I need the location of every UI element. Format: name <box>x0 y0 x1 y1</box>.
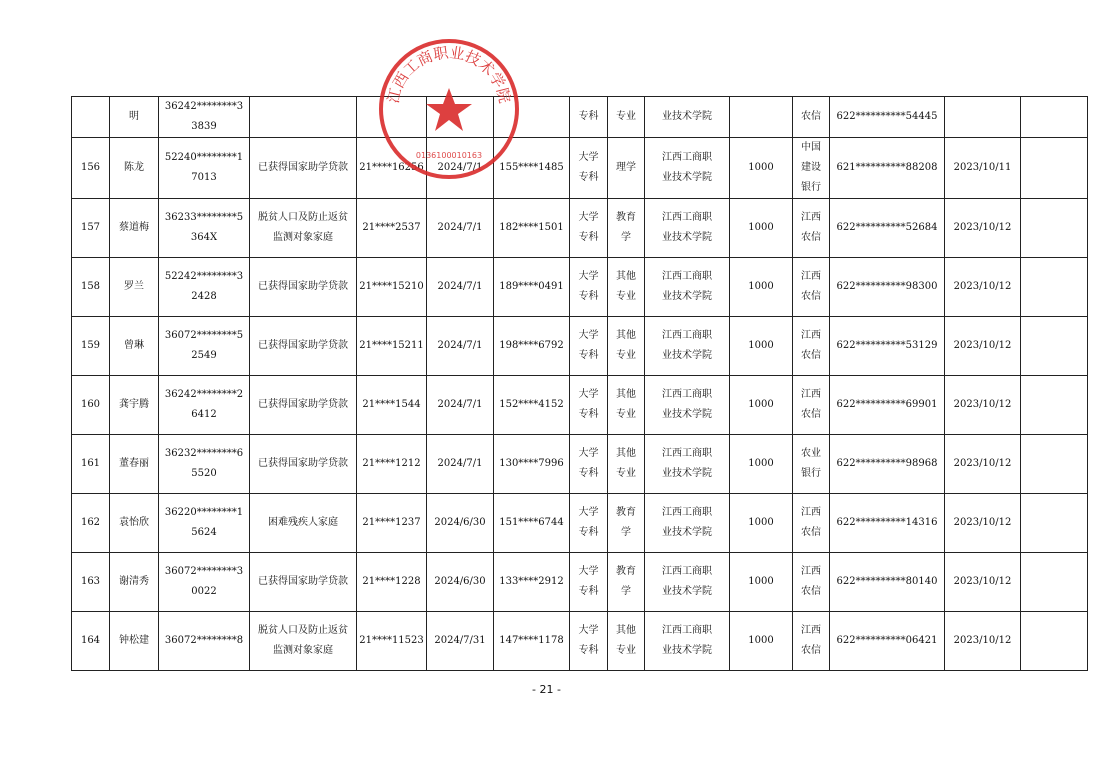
cell-level <box>570 612 608 671</box>
cell-paid-date <box>945 97 1021 138</box>
cell-level-line: 专科 <box>578 468 599 479</box>
cell-date: 2024/7/1 <box>427 199 494 258</box>
cell-card: 621**********88208 <box>830 138 945 199</box>
cell-major-line: 学 <box>621 586 631 597</box>
cell-bank <box>793 317 830 376</box>
cell-id <box>159 258 250 317</box>
cell-level-line: 大学 <box>578 330 599 341</box>
cell-paid-date: 2023/10/12 <box>945 494 1021 553</box>
cell-no: 164 <box>72 612 110 671</box>
cell-school <box>645 317 730 376</box>
cell-student-no: 21****16256 <box>357 138 427 199</box>
cell-paid-date: 2023/10/12 <box>945 553 1021 612</box>
cell-phone: 198****6792 <box>494 317 570 376</box>
cell-paid-date: 2023/10/12 <box>945 199 1021 258</box>
cell-card: 622**********98968 <box>830 435 945 494</box>
cell-name: 钟松建 <box>110 612 159 671</box>
cell-amount: 1000 <box>730 138 793 199</box>
cell-major <box>608 553 645 612</box>
cell-bank-line: 农信 <box>801 527 821 538</box>
cell-category <box>250 376 357 435</box>
cell-id-line: 0022 <box>191 586 217 597</box>
cell-bank-line: 农信 <box>801 350 821 361</box>
cell-school <box>645 258 730 317</box>
cell-school <box>645 376 730 435</box>
cell-bank-line: 银行 <box>801 468 821 479</box>
cell-blank <box>1021 317 1088 376</box>
cell-category-line: 已获得国家助学贷款 <box>258 162 348 173</box>
cell-school <box>645 612 730 671</box>
cell-major-line: 教育 <box>616 507 636 518</box>
cell-major-line: 专业 <box>616 468 636 479</box>
cell-id-line: 36233********5 <box>164 212 244 223</box>
cell-no: 156 <box>72 138 110 199</box>
cell-paid-date: 2023/10/12 <box>945 435 1021 494</box>
cell-phone: 130****7996 <box>494 435 570 494</box>
cell-category-line: 已获得国家助学贷款 <box>258 458 348 469</box>
cell-student-no: 21****1237 <box>357 494 427 553</box>
cell-school-line: 江西工商职 <box>662 507 712 518</box>
cell-bank <box>793 138 830 199</box>
cell-level-line: 大学 <box>578 566 599 577</box>
cell-bank <box>793 494 830 553</box>
cell-bank-line: 江西 <box>801 271 821 282</box>
table-row <box>72 138 1088 199</box>
table-row <box>72 494 1088 553</box>
cell-paid-date: 2023/10/12 <box>945 258 1021 317</box>
cell-name: 陈龙 <box>110 138 159 199</box>
cell-school-line: 业技术学院 <box>662 291 712 302</box>
cell-name: 董春丽 <box>110 435 159 494</box>
cell-phone: 147****1178 <box>494 612 570 671</box>
cell-id <box>159 199 250 258</box>
cell-bank-line: 江西 <box>801 389 821 400</box>
cell-date: 2024/7/1 <box>427 317 494 376</box>
cell-id <box>159 553 250 612</box>
cell-id <box>159 612 250 671</box>
cell-id <box>159 435 250 494</box>
table-row <box>72 612 1088 671</box>
cell-major <box>608 199 645 258</box>
cell-bank <box>793 258 830 317</box>
cell-name: 罗兰 <box>110 258 159 317</box>
cell-school-line: 江西工商职 <box>662 152 712 163</box>
cell-major-line: 其他 <box>616 448 636 459</box>
cell-level-line: 专科 <box>578 172 599 183</box>
cell-bank-line: 建设 <box>801 162 821 173</box>
cell-id-line: 52240********1 <box>164 152 244 163</box>
cell-major <box>608 258 645 317</box>
cell-card: 622**********52684 <box>830 199 945 258</box>
cell-blank <box>1021 435 1088 494</box>
cell-bank-line: 农业 <box>801 448 821 459</box>
cell-student-no: 21****15211 <box>357 317 427 376</box>
cell-id-line: 36072********8 <box>164 635 244 646</box>
cell-category <box>250 317 357 376</box>
page-number: - 21 - <box>532 683 561 696</box>
svg-text:0136100010163: 0136100010163 <box>415 151 483 160</box>
cell-major <box>608 612 645 671</box>
cell-major-line: 其他 <box>616 625 636 636</box>
cell-bank <box>793 435 830 494</box>
cell-id <box>159 317 250 376</box>
cell-id-line: 52242********3 <box>164 271 244 282</box>
cell-category <box>250 553 357 612</box>
cell-name: 袁怡欣 <box>110 494 159 553</box>
cell-paid-date: 2023/10/12 <box>945 317 1021 376</box>
cell-level <box>570 376 608 435</box>
cell-level <box>570 317 608 376</box>
cell-id-line: 7013 <box>191 172 217 183</box>
cell-id-line: 3839 <box>191 121 217 132</box>
cell-card: 622**********53129 <box>830 317 945 376</box>
cell-bank <box>793 199 830 258</box>
table-row <box>72 376 1088 435</box>
cell-amount: 1000 <box>730 435 793 494</box>
cell-student-no: 21****2537 <box>357 199 427 258</box>
cell-level-line: 大学 <box>578 212 599 223</box>
cell-level-line: 专科 <box>578 111 599 122</box>
cell-bank-line: 中国 <box>801 142 821 153</box>
svg-text:江西工商职业技术学院: 江西工商职业技术学院 <box>384 43 514 105</box>
cell-name: 龚宇腾 <box>110 376 159 435</box>
cell-school <box>645 97 730 138</box>
cell-phone: 133****2912 <box>494 553 570 612</box>
cell-level-line: 大学 <box>578 507 599 518</box>
cell-bank-line: 江西 <box>801 625 821 636</box>
cell-level-line: 专科 <box>578 409 599 420</box>
cell-category-line: 监测对象家庭 <box>273 232 333 243</box>
cell-bank-line: 农信 <box>801 111 821 122</box>
cell-blank <box>1021 612 1088 671</box>
cell-date: 2024/6/30 <box>427 494 494 553</box>
cell-phone: 151****6744 <box>494 494 570 553</box>
cell-major-line: 其他 <box>616 271 636 282</box>
cell-level-line: 大学 <box>578 152 599 163</box>
cell-level-line: 专科 <box>578 232 599 243</box>
cell-major-line: 理学 <box>616 162 636 173</box>
cell-level <box>570 258 608 317</box>
cell-phone <box>494 97 570 138</box>
cell-level <box>570 435 608 494</box>
cell-card: 622**********06421 <box>830 612 945 671</box>
cell-category <box>250 612 357 671</box>
table-row <box>72 435 1088 494</box>
cell-major-line: 专业 <box>616 111 636 122</box>
cell-blank <box>1021 376 1088 435</box>
cell-school-line: 业技术学院 <box>662 645 712 656</box>
cell-no <box>72 97 110 138</box>
cell-school-line: 江西工商职 <box>662 212 712 223</box>
cell-phone: 155****1485 <box>494 138 570 199</box>
cell-name: 曾琳 <box>110 317 159 376</box>
cell-major-line: 学 <box>621 527 631 538</box>
cell-name: 明 <box>110 97 159 138</box>
cell-id-line: 36220********1 <box>164 507 244 518</box>
cell-level-line: 专科 <box>578 586 599 597</box>
cell-phone: 182****1501 <box>494 199 570 258</box>
cell-major <box>608 494 645 553</box>
cell-level-line: 专科 <box>578 350 599 361</box>
cell-bank-line: 江西 <box>801 566 821 577</box>
table-row <box>72 317 1088 376</box>
cell-amount: 1000 <box>730 199 793 258</box>
cell-name: 谢清秀 <box>110 553 159 612</box>
cell-school <box>645 199 730 258</box>
cell-major-line: 教育 <box>616 566 636 577</box>
cell-school-line: 业技术学院 <box>662 350 712 361</box>
cell-school <box>645 494 730 553</box>
cell-bank-line: 江西 <box>801 507 821 518</box>
cell-date: 2024/7/1 <box>427 376 494 435</box>
cell-major-line: 教育 <box>616 212 636 223</box>
cell-bank <box>793 376 830 435</box>
cell-category-line: 困难残疾人家庭 <box>268 517 338 528</box>
cell-major <box>608 317 645 376</box>
cell-school-line: 业技术学院 <box>662 527 712 538</box>
cell-bank <box>793 553 830 612</box>
cell-bank-line: 农信 <box>801 291 821 302</box>
cell-category-line: 已获得国家助学贷款 <box>258 576 348 587</box>
cell-school-line: 业技术学院 <box>662 586 712 597</box>
cell-card: 622**********54445 <box>830 97 945 138</box>
cell-amount: 1000 <box>730 258 793 317</box>
cell-school-line: 江西工商职 <box>662 448 712 459</box>
cell-id <box>159 138 250 199</box>
cell-major <box>608 138 645 199</box>
cell-level <box>570 97 608 138</box>
cell-category <box>250 199 357 258</box>
cell-student-no: 21****1228 <box>357 553 427 612</box>
cell-no: 162 <box>72 494 110 553</box>
cell-amount: 1000 <box>730 553 793 612</box>
cell-amount: 1000 <box>730 376 793 435</box>
cell-category-line: 脱贫人口及防止返贫 <box>258 625 348 636</box>
cell-category <box>250 138 357 199</box>
cell-bank-line: 江西 <box>801 212 821 223</box>
cell-no: 161 <box>72 435 110 494</box>
cell-student-no: 21****1544 <box>357 376 427 435</box>
cell-id-line: 36242********3 <box>164 101 244 112</box>
cell-level-line: 专科 <box>578 645 599 656</box>
cell-phone: 152****4152 <box>494 376 570 435</box>
cell-school <box>645 553 730 612</box>
cell-student-no: 21****1212 <box>357 435 427 494</box>
cell-name: 蔡道梅 <box>110 199 159 258</box>
cell-school <box>645 435 730 494</box>
cell-id <box>159 494 250 553</box>
cell-level-line: 大学 <box>578 625 599 636</box>
cell-card: 622**********69901 <box>830 376 945 435</box>
cell-bank-line: 农信 <box>801 586 821 597</box>
cell-no: 158 <box>72 258 110 317</box>
cell-major <box>608 376 645 435</box>
cell-bank-line: 银行 <box>801 182 821 193</box>
cell-id <box>159 97 250 138</box>
cell-level <box>570 553 608 612</box>
cell-school-line: 江西工商职 <box>662 330 712 341</box>
cell-card: 622**********14316 <box>830 494 945 553</box>
cell-school-line: 业技术学院 <box>662 468 712 479</box>
cell-blank <box>1021 258 1088 317</box>
cell-category-line: 已获得国家助学贷款 <box>258 340 348 351</box>
cell-id-line: 2428 <box>191 291 217 302</box>
cell-category-line: 脱贫人口及防止返贫 <box>258 212 348 223</box>
cell-blank <box>1021 138 1088 199</box>
cell-amount <box>730 97 793 138</box>
cell-category-line: 已获得国家助学贷款 <box>258 281 348 292</box>
table-row <box>72 199 1088 258</box>
cell-category <box>250 97 357 138</box>
cell-bank <box>793 97 830 138</box>
cell-no: 159 <box>72 317 110 376</box>
cell-id-line: 36072********5 <box>164 330 244 341</box>
cell-major <box>608 435 645 494</box>
cell-blank <box>1021 97 1088 138</box>
cell-no: 157 <box>72 199 110 258</box>
cell-major-line: 专业 <box>616 409 636 420</box>
cell-major <box>608 97 645 138</box>
cell-category <box>250 435 357 494</box>
cell-category <box>250 494 357 553</box>
cell-phone: 189****0491 <box>494 258 570 317</box>
cell-major-line: 专业 <box>616 645 636 656</box>
cell-level <box>570 494 608 553</box>
cell-id-line: 36072********3 <box>164 566 244 577</box>
cell-paid-date: 2023/10/12 <box>945 612 1021 671</box>
cell-school-line: 江西工商职 <box>662 625 712 636</box>
cell-date: 2024/6/30 <box>427 553 494 612</box>
cell-amount: 1000 <box>730 612 793 671</box>
cell-id-line: 2549 <box>191 350 217 361</box>
cell-date: 2024/7/1 <box>427 138 494 199</box>
cell-amount: 1000 <box>730 494 793 553</box>
cell-school-line: 业技术学院 <box>662 111 712 122</box>
cell-paid-date: 2023/10/11 <box>945 138 1021 199</box>
cell-id-line: 5624 <box>191 527 217 538</box>
cell-level-line: 专科 <box>578 527 599 538</box>
cell-card: 622**********98300 <box>830 258 945 317</box>
cell-category-line: 监测对象家庭 <box>273 645 333 656</box>
cell-level <box>570 138 608 199</box>
cell-level-line: 大学 <box>578 389 599 400</box>
cell-id-line: 36242********2 <box>164 389 244 400</box>
cell-blank <box>1021 199 1088 258</box>
cell-major-line: 专业 <box>616 291 636 302</box>
cell-no: 163 <box>72 553 110 612</box>
cell-no: 160 <box>72 376 110 435</box>
cell-bank-line: 农信 <box>801 645 821 656</box>
cell-id <box>159 376 250 435</box>
cell-school-line: 业技术学院 <box>662 172 712 183</box>
cell-school <box>645 138 730 199</box>
cell-category <box>250 258 357 317</box>
cell-bank-line: 农信 <box>801 409 821 420</box>
cell-id-line: 5520 <box>191 468 217 479</box>
cell-student-no <box>357 97 427 138</box>
table-row <box>72 553 1088 612</box>
cell-school-line: 江西工商职 <box>662 271 712 282</box>
cell-bank-line: 农信 <box>801 232 821 243</box>
cell-card: 622**********80140 <box>830 553 945 612</box>
cell-student-no: 21****15210 <box>357 258 427 317</box>
cell-level-line: 专科 <box>578 291 599 302</box>
cell-major-line: 学 <box>621 232 631 243</box>
table-row <box>72 97 1088 138</box>
cell-school-line: 江西工商职 <box>662 389 712 400</box>
cell-id-line: 6412 <box>191 409 217 420</box>
cell-date <box>427 97 494 138</box>
cell-bank <box>793 612 830 671</box>
table-row <box>72 258 1088 317</box>
cell-major-line: 其他 <box>616 330 636 341</box>
cell-id-line: 36232********6 <box>164 448 244 459</box>
cell-school-line: 业技术学院 <box>662 409 712 420</box>
cell-date: 2024/7/1 <box>427 258 494 317</box>
cell-date: 2024/7/31 <box>427 612 494 671</box>
cell-date: 2024/7/1 <box>427 435 494 494</box>
cell-level-line: 大学 <box>578 448 599 459</box>
cell-school-line: 业技术学院 <box>662 232 712 243</box>
cell-level-line: 大学 <box>578 271 599 282</box>
cell-level <box>570 199 608 258</box>
cell-category-line: 已获得国家助学贷款 <box>258 399 348 410</box>
cell-major-line: 其他 <box>616 389 636 400</box>
cell-paid-date: 2023/10/12 <box>945 376 1021 435</box>
student-aid-table <box>71 96 1088 671</box>
cell-student-no: 21****11523 <box>357 612 427 671</box>
cell-major-line: 专业 <box>616 350 636 361</box>
cell-id-line: 364X <box>190 232 218 243</box>
cell-amount: 1000 <box>730 317 793 376</box>
cell-bank-line: 江西 <box>801 330 821 341</box>
cell-school-line: 江西工商职 <box>662 566 712 577</box>
cell-blank <box>1021 494 1088 553</box>
cell-blank <box>1021 553 1088 612</box>
